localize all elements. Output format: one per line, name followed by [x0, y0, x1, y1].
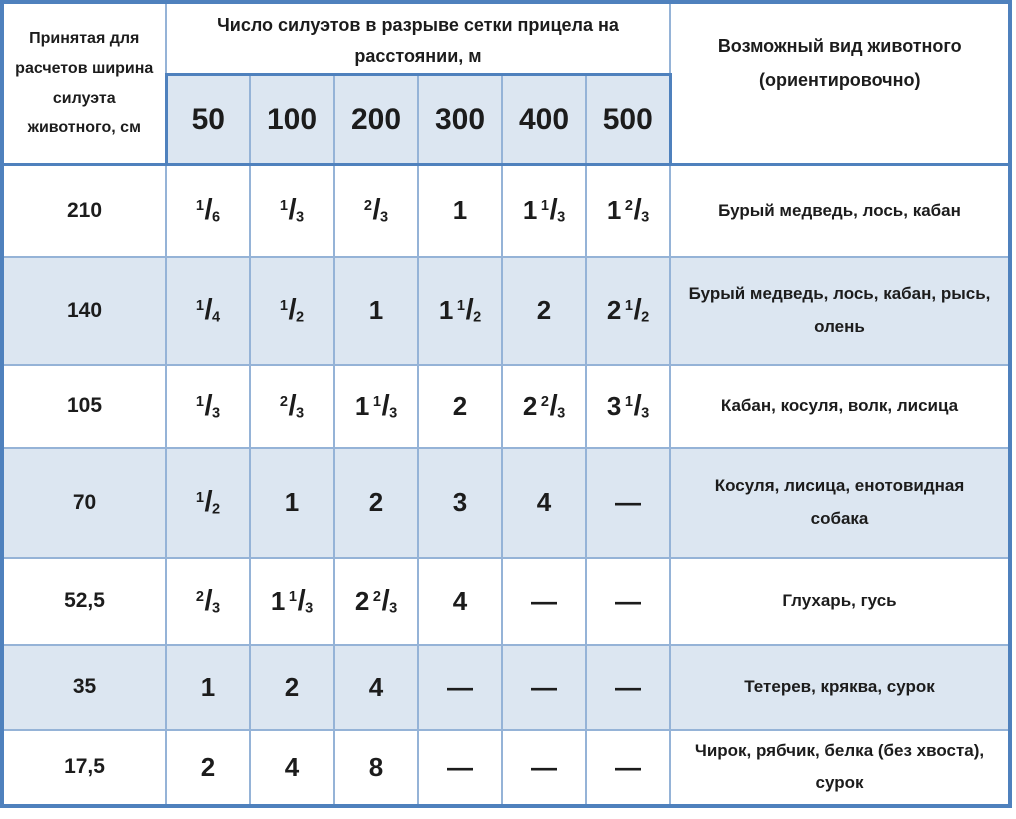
fraction-value: 1 $^1$/3: [270, 584, 314, 617]
distance-header-100: 100: [250, 75, 334, 165]
value-number: 4: [284, 751, 300, 782]
distance-header-400: 400: [502, 75, 586, 165]
value-number: 2: [536, 295, 552, 326]
value-cell: [418, 730, 502, 806]
fraction-value: $^1$/2: [195, 486, 221, 519]
value-cell: [250, 257, 334, 365]
fraction-whole: 1: [522, 195, 538, 226]
value-cell: [586, 558, 670, 645]
value-cell: [502, 730, 586, 806]
value-number: 1: [200, 671, 216, 702]
fraction-whole: 3: [606, 390, 622, 421]
value-cell: [250, 448, 334, 558]
value-cell: [250, 645, 334, 730]
table-body: [2, 165, 1010, 806]
no-value-dash: —: [615, 751, 641, 782]
fraction-value: $^1$/6: [195, 194, 221, 227]
value-number: 2: [452, 390, 468, 421]
value-number: 4: [368, 671, 384, 702]
value-number: 1: [452, 195, 468, 226]
value-cell: [334, 558, 418, 645]
width-cell: 70: [2, 448, 166, 558]
value-number: 3: [452, 487, 468, 518]
fraction-whole: 2: [522, 390, 538, 421]
fraction-value: 2 $^2$/3: [522, 389, 566, 422]
value-number: 4: [536, 487, 552, 518]
animal-cell: Бурый медведь, лось, кабан: [670, 165, 1010, 257]
animal-cell: Кабан, косуля, волк, лисица: [670, 365, 1010, 448]
value-cell: [586, 730, 670, 806]
fraction-whole: 1: [606, 195, 622, 226]
table-row-140: [2, 257, 1010, 365]
animal-cell: Бурый медведь, лось, кабан, рысь, олень: [670, 257, 1010, 365]
fraction-value: $^1$/2: [279, 294, 305, 327]
width-column-header: Принятая для расчетов ширина силуэта животного, см: [2, 2, 166, 165]
value-cell: [502, 645, 586, 730]
distance-header-300: 300: [418, 75, 502, 165]
fraction-value: $^2$/3: [363, 194, 389, 227]
fraction-value: $^1$/3: [279, 194, 305, 227]
value-cell: [418, 558, 502, 645]
value-cell: [334, 257, 418, 365]
animal-cell: Косуля, лисица, енотовидная собака: [670, 448, 1010, 558]
value-cell: [166, 558, 250, 645]
fraction-value: $^1$/4: [195, 294, 221, 327]
value-number: 1: [284, 487, 300, 518]
table-row-105: [2, 365, 1010, 448]
value-cell: [166, 730, 250, 806]
header-row-top: [2, 2, 1010, 75]
distance-header-500: 500: [586, 75, 670, 165]
table-row-35: [2, 645, 1010, 730]
no-value-dash: —: [447, 751, 473, 782]
width-cell: 140: [2, 257, 166, 365]
value-cell: [250, 365, 334, 448]
value-cell: [502, 448, 586, 558]
fraction-value: $^1$/3: [195, 389, 221, 422]
fraction-value: 3 $^1$/3: [606, 389, 650, 422]
value-number: 4: [452, 585, 468, 616]
width-cell: 35: [2, 645, 166, 730]
value-cell: [586, 257, 670, 365]
fraction-value: 1 $^1$/3: [354, 389, 398, 422]
width-cell: 210: [2, 165, 166, 257]
value-cell: [250, 165, 334, 257]
value-cell: [334, 448, 418, 558]
value-cell: [334, 365, 418, 448]
distance-header-50: 50: [166, 75, 250, 165]
value-cell: [166, 365, 250, 448]
value-cell: [418, 257, 502, 365]
fraction-value: $^2$/3: [279, 389, 305, 422]
value-cell: [166, 448, 250, 558]
no-value-dash: —: [447, 671, 473, 702]
value-cell: [586, 165, 670, 257]
fraction-value: $^2$/3: [195, 584, 221, 617]
fraction-whole: 1: [270, 585, 286, 616]
no-value-dash: —: [615, 487, 641, 518]
value-cell: [418, 645, 502, 730]
fraction-value: 1 $^1$/3: [522, 194, 566, 227]
table-header: [2, 2, 1010, 165]
value-cell: [250, 730, 334, 806]
table-row-52-5: [2, 558, 1010, 645]
value-cell: [502, 165, 586, 257]
value-cell: [586, 448, 670, 558]
no-value-dash: —: [531, 751, 557, 782]
fraction-value: 1 $^2$/3: [606, 194, 650, 227]
value-cell: [334, 730, 418, 806]
fraction-value: 2 $^2$/3: [354, 584, 398, 617]
value-number: 2: [200, 751, 216, 782]
animal-column-header: Возможный вид животного (ориентировочно): [670, 2, 1010, 165]
value-cell: [334, 165, 418, 257]
value-cell: [502, 558, 586, 645]
value-number: 2: [284, 671, 300, 702]
value-cell: [502, 257, 586, 365]
table-row-210: [2, 165, 1010, 257]
value-number: 8: [368, 751, 384, 782]
value-cell: [166, 257, 250, 365]
animal-cell: Чирок, рябчик, белка (без хвоста), сурок: [670, 730, 1010, 806]
value-cell: [418, 165, 502, 257]
value-cell: [586, 365, 670, 448]
fraction-whole: 2: [354, 585, 370, 616]
value-cell: [334, 645, 418, 730]
fraction-value: 2 $^1$/2: [606, 294, 650, 327]
value-cell: [418, 365, 502, 448]
distance-group-header: Число силуэтов в разрыве сетки прицела на расстоянии, м: [166, 2, 670, 75]
table-row-70: [2, 448, 1010, 558]
value-cell: [166, 645, 250, 730]
width-cell: 52,5: [2, 558, 166, 645]
fraction-whole: 1: [354, 390, 370, 421]
no-value-dash: —: [531, 671, 557, 702]
value-number: 1: [368, 295, 384, 326]
value-cell: [586, 645, 670, 730]
fraction-whole: 2: [606, 295, 622, 326]
value-number: 2: [368, 487, 384, 518]
value-cell: [418, 448, 502, 558]
width-cell: 105: [2, 365, 166, 448]
table-row-17-5: [2, 730, 1010, 806]
animal-cell: Глухарь, гусь: [670, 558, 1010, 645]
value-cell: [166, 165, 250, 257]
value-cell: [502, 365, 586, 448]
value-cell: [250, 558, 334, 645]
no-value-dash: —: [531, 585, 557, 616]
no-value-dash: —: [615, 671, 641, 702]
animal-cell: Тетерев, кряква, сурок: [670, 645, 1010, 730]
fraction-value: 1 $^1$/2: [438, 294, 482, 327]
fraction-whole: 1: [438, 295, 454, 326]
width-cell: 17,5: [2, 730, 166, 806]
distance-header-200: 200: [334, 75, 418, 165]
no-value-dash: —: [615, 585, 641, 616]
